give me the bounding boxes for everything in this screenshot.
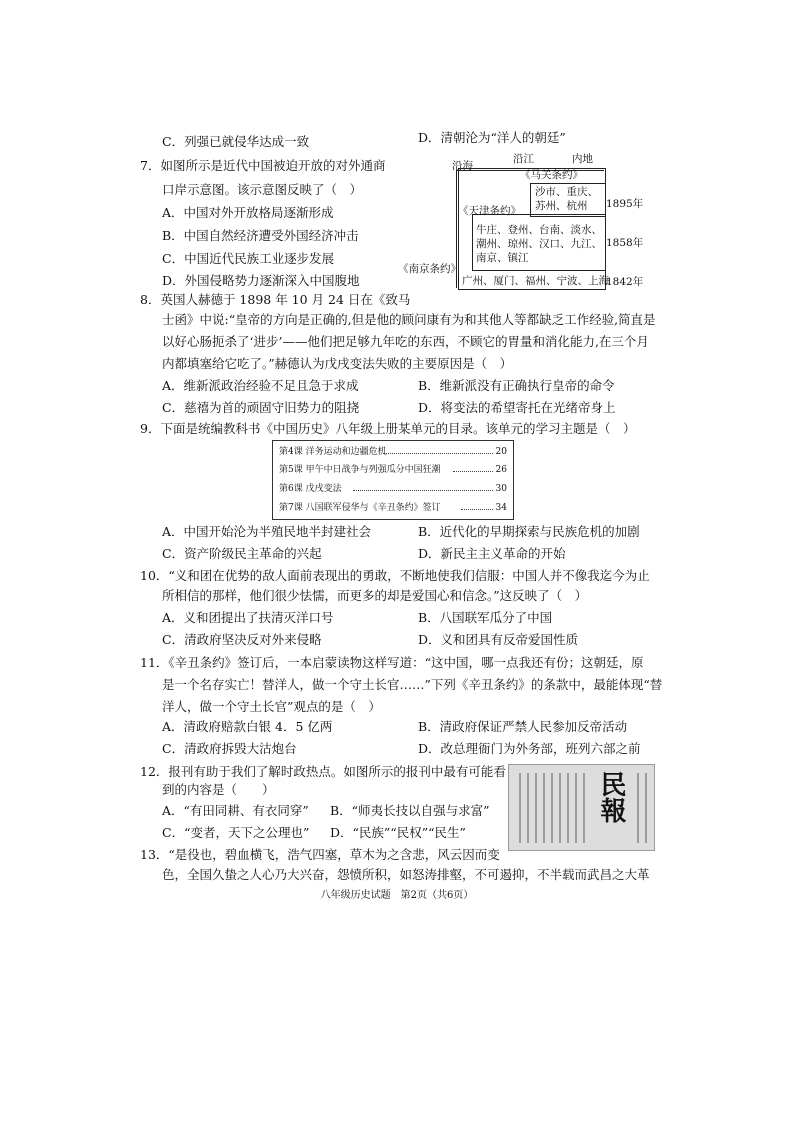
q10-option-b: B．八国联军瓜分了中国	[418, 610, 553, 625]
toc-page: 30	[495, 484, 507, 494]
q12-option-c: C．“变者，天下之公理也”	[162, 825, 310, 840]
q10-stem-line1: 10．“义和团在优势的敌人面前表现出的勇敢，不断地使我们信服：中国人并不像我迄今为止	[140, 568, 650, 583]
q7-stem-line2: 口岸示意图。该示意图反映了（ ）	[162, 182, 363, 197]
toc-page: 26	[495, 465, 507, 475]
text-column	[575, 773, 577, 843]
q13-stem-line1: 13．“是役也，碧血横飞，浩气四塞，草木为之含悲，风云因而变	[140, 847, 500, 862]
text-column	[645, 773, 647, 843]
toc-leader	[453, 471, 493, 472]
toc-title: 第7课 八国联军侵华与《辛丑条约》签订	[279, 503, 441, 513]
toc-title: 第4课 洋务运动和边疆危机	[279, 447, 387, 457]
q8-option-d: D．将变法的希望寄托在光绪帝身上	[418, 400, 616, 415]
q8-stem-line3: 以好心肠扼杀了‘进步’——他们把足够九年吃的东西，不顾它的胃量和消化能力,在三个月	[162, 334, 649, 349]
q11-option-c: C．清政府拆毁大沽炮台	[162, 741, 297, 756]
q9-option-c: C．资产阶级民主革命的兴起	[162, 546, 322, 561]
toc-row	[279, 464, 507, 476]
q8-stem-line2: 士函》中说:“皇帝的方向是正确的,但是他的顾问康有为和其他人等都缺乏工作经验,简直是	[162, 312, 656, 327]
toc-leader	[461, 509, 493, 510]
text-column	[551, 773, 553, 843]
ports-1895: 沙市、重庆、苏州、杭州	[535, 186, 598, 212]
q11-stem-line3: 洋人，做一个守土长官”观点的是（ ）	[162, 699, 381, 714]
text-column	[543, 773, 545, 843]
q6-option-c: C．列强已就侵华达成一致	[162, 134, 310, 149]
q12-option-d: D．“民族”“民权”“民生”	[330, 825, 466, 840]
q12-stem-line2: 到的内容是（ ）	[162, 782, 275, 797]
ports-1842: 广州、厦门、福州、宁波、上海	[462, 275, 609, 287]
q8-option-b: B．维新派没有正确执行皇帝的命令	[418, 378, 615, 393]
toc-leader	[353, 490, 493, 491]
label-inland: 内地	[572, 153, 593, 165]
text-column	[535, 773, 537, 843]
text-column	[567, 773, 569, 843]
q8-stem-line1: 8．英国人赫德于 1898 年 10 月 24 日在《致马	[140, 292, 411, 307]
q12-option-a: A．“有田同耕、有衣同穿”	[162, 803, 309, 818]
q7-option-a: A．中国对外开放格局逐渐形成	[162, 205, 334, 220]
treaty-nanjing: 《南京条约》	[398, 263, 461, 275]
newspaper-title: 民報	[596, 771, 626, 823]
toc-row	[279, 446, 507, 458]
toc-page: 34	[495, 503, 507, 513]
toc-page: 20	[495, 447, 507, 457]
toc-row	[279, 483, 507, 495]
q10-stem-line2: 所相信的那样，他们很少怯懦，而更多的却是爱国心和信念。”这反映了（ ）	[162, 588, 588, 603]
q11-option-d: D．改总理衙门为外务部，班列六部之前	[418, 741, 641, 756]
q11-stem-line1: 11．《辛丑条约》签订后，一本启蒙读物这样写道：“这中国，哪一点我还有份；这朝廷，原	[140, 655, 644, 670]
q7-option-d: D．外国侵略势力逐渐深入中国腹地	[162, 273, 360, 288]
q8-option-a: A．维新派政治经验不足且急于求成	[162, 378, 359, 393]
text-column	[527, 773, 529, 843]
year-1895: 1895年	[606, 198, 644, 210]
q9-option-b: B．近代化的早期探索与民族危机的加剧	[418, 524, 640, 539]
text-column	[637, 773, 639, 843]
q8-stem-line4: 内都填塞给它吃了。”赫德认为戊戌变法失败的主要原因是（ ）	[162, 356, 513, 371]
q7-option-c: C．中国近代民族工业逐步发展	[162, 251, 335, 266]
page-footer: 八年级历史试题 第2页（共6页）	[320, 890, 474, 901]
q7-option-b: B．中国自然经济遭受外国经济冲击	[162, 228, 359, 243]
treaty-shimonoseki: 《马关条约》	[520, 169, 583, 181]
q10-option-c: C．清政府坚决反对外来侵略	[162, 632, 322, 647]
label-coast: 沿海	[452, 160, 473, 172]
newspaper-image	[508, 764, 655, 851]
q11-option-a: A．清政府赔款白银 4．5 亿两	[162, 719, 333, 734]
toc-leader	[383, 453, 493, 454]
treaty-tianjin: 《天津条约》	[458, 205, 521, 217]
ports-1858: 牛庄、登州、台南、淡水、潮州、琼州、汉口、九江、南京、镇江	[476, 224, 602, 264]
toc-row	[279, 502, 507, 514]
q9-stem: 9．下面是统编教科书《中国历史》八年级上册某单元的目录。该单元的学习主题是（ ）	[140, 421, 636, 436]
q10-option-d: D．义和团具有反帝爱国性质	[418, 632, 579, 647]
toc-title: 第6课 戊戌变法	[279, 484, 342, 494]
q10-option-a: A．义和团提出了扶清灭洋口号	[162, 610, 334, 625]
q11-option-b: B．清政府保证严禁人民参加反帝活动	[418, 719, 628, 734]
text-column	[519, 773, 521, 843]
q7-stem-line1: 7．如图所示是近代中国被迫开放的对外通商	[140, 158, 386, 173]
toc-title: 第5课 甲午中日战争与列强瓜分中国狂潮	[279, 465, 441, 475]
q8-option-c: C．慈禧为首的顽固守旧势力的阻挠	[162, 400, 360, 415]
text-column	[559, 773, 561, 843]
q9-option-a: A．中国开始沦为半殖民地半封建社会	[162, 524, 372, 539]
q11-stem-line2: 是一个名存实亡！替洋人，做一个守土长官……”下列《辛丑条约》的条款中，最能体现“替	[162, 677, 663, 692]
q6-option-d: D．清朝沦为“洋人的朝廷”	[418, 130, 566, 145]
label-river: 沿江	[513, 153, 534, 165]
year-1842: 1842年	[606, 276, 644, 288]
q9-option-d: D．新民主主义革命的开始	[418, 546, 566, 561]
q12-option-b: B．“师夷长技以自强与求富”	[330, 803, 490, 818]
q13-stem-line2: 色，全国久蛰之人心乃大兴奋，怨愤所积，如怒涛排壑，不可遏抑，不半载而武昌之大革	[162, 867, 650, 882]
year-1858: 1858年	[606, 237, 644, 249]
text-column	[583, 773, 585, 843]
q12-stem-line1: 12．报刊有助于我们了解时政热点。如图所示的报刊中最有可能看	[140, 764, 506, 779]
table-of-contents	[272, 440, 514, 520]
